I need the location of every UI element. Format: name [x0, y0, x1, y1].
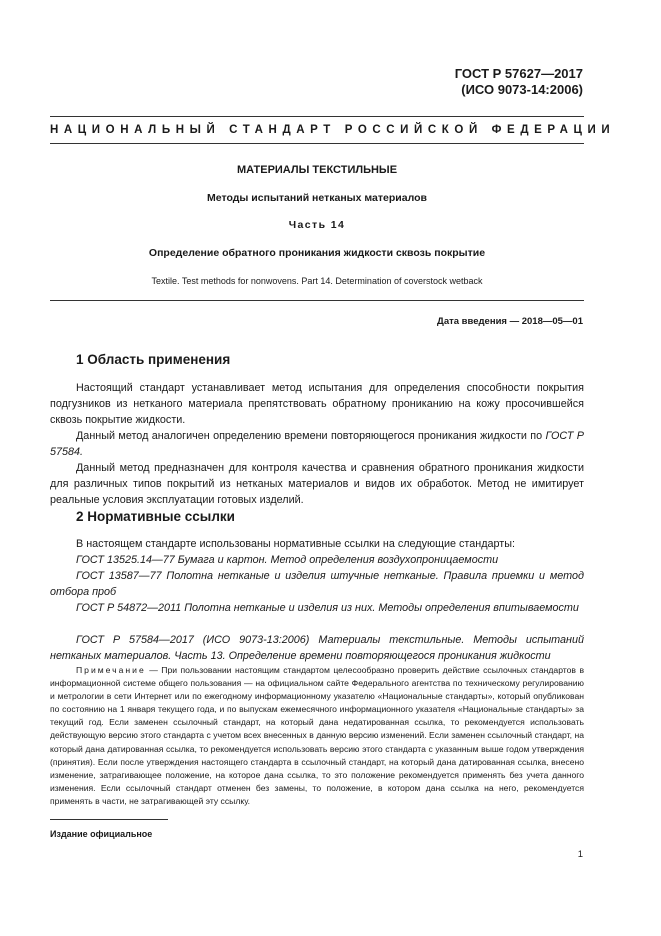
section-1-paragraph-2	[50, 428, 584, 460]
note-paragraph	[50, 664, 584, 808]
reference-code: ГОСТ 13587—77	[76, 570, 162, 582]
official-edition-label: Издание официальное	[50, 829, 153, 839]
national-standard-banner: НАЦИОНАЛЬНЫЙ СТАНДАРТ РОССИЙСКОЙ ФЕДЕРАЦИИ	[50, 124, 616, 136]
introduction-date: Дата введения — 2018—05—01	[437, 316, 583, 327]
part-number: Часть 14	[288, 219, 346, 231]
section-2-intro: В настоящем стандарте использованы нормативные ссылки на следующие стандарты:	[76, 538, 515, 550]
section-1-paragraph-1: Настоящий стандарт устанавливает метод испытания для определения способности покрытия подгузников из нетканого материала препятствовать обратному прониканию на кожу просочившейся сквозь покрытие жидкости.	[50, 382, 584, 426]
section-1-heading: 1 Область применения	[76, 352, 231, 367]
reference-code: ГОСТ 13525.14—77	[76, 554, 175, 566]
reference-code: ГОСТ Р 54872—2011	[76, 602, 182, 614]
document-subtitle: Методы испытаний нетканых материалов	[207, 192, 427, 204]
footer-rule	[50, 819, 168, 820]
gost-number: ГОСТ Р 57627—2017	[454, 66, 583, 81]
reference-item	[50, 600, 584, 616]
reference-title: Материалы текстильные. Методы испытаний нетканых материалов. Часть 13. Определение времени повторяющегося проникания жидкости	[50, 634, 585, 662]
note-text: — При пользовании настоящим стандартом целесообразно проверить действие ссылочных стандартов в информационной системе общего пользования — на официальном сайте Федерального агентства по техническому регулированию и метрологии в сети Интернет или по ежегодному информационному указателю «Национальные стандарты», который опубликован по состоянию на 1 января текущего года, и по выпускам ежемесячного информационного указателя «Национальные стандарты» за текущий год. Если заменен ссылочный стандарт, на который дана недатированная ссылка, то рекомендуется использовать действующую версию этого стандарта с учетом всех внесенных в данную версию изменений. Если заменен ссылочный стандарт, на который дана датированная ссылка, то рекомендуется использовать версию этого стандарта с указанным выше годом утверждения (принятия). Если после утверждения настоящего стандарта в ссылочный стандарт, на который дана датированная ссылка, внесено изменение, затрагивающее положение, на которое дана ссылка, то это положение рекомендуется применять без учета данного изменения. Если ссылочный стандарт отменен без замены, то положение, в котором дана ссылка на него, рекомендуется применять в части, не затрагивающей эту ссылку.	[50, 665, 585, 806]
note-label: Примечание	[76, 665, 146, 675]
reference-item	[50, 568, 584, 600]
reference-item	[50, 552, 584, 568]
reference-title: Полотна нетканые и изделия из них. Методы определения впитываемости	[184, 602, 579, 614]
reference-code: ГОСТ Р 57584—2017 (ИСО 9073-13:2006)	[76, 634, 310, 646]
header-rule-bottom	[50, 143, 584, 144]
part-title: Определение обратного проникания жидкости сквозь покрытие	[148, 247, 486, 259]
header-rule-top	[50, 116, 584, 117]
title-rule	[50, 300, 584, 301]
iso-number: (ИСО 9073-14:2006)	[461, 82, 583, 97]
section-1-paragraph-3: Данный метод предназначен для контроля качества и сравнения обратного проникания жидкости для различных типов покрытий из нетканых материалов и видов их обработок. Метод не имитирует реальные условия эксплуатации готовых изделий.	[50, 462, 584, 506]
paragraph-2-text: Данный метод аналогичен определению времени повторяющегося проникания жидкости по	[76, 430, 543, 442]
gost-reference-link: ГОСТ Р 57584.	[50, 430, 584, 458]
document-title: МАТЕРИАЛЫ ТЕКСТИЛЬНЫЕ	[236, 164, 398, 176]
reference-title: Бумага и картон. Метод определения воздухопроницаемости	[177, 554, 499, 566]
page-number: 1	[577, 849, 583, 860]
document-identifier	[455, 66, 583, 98]
reference-title: Полотна нетканые и изделия штучные нетканые. Правила приемки и метод отбора проб	[50, 570, 584, 598]
reference-item	[50, 632, 584, 664]
english-title: Textile. Test methods for nonwovens. Part 14. Determination of coverstock wetback	[151, 276, 483, 286]
section-2-heading: 2 Нормативные ссылки	[76, 509, 235, 524]
